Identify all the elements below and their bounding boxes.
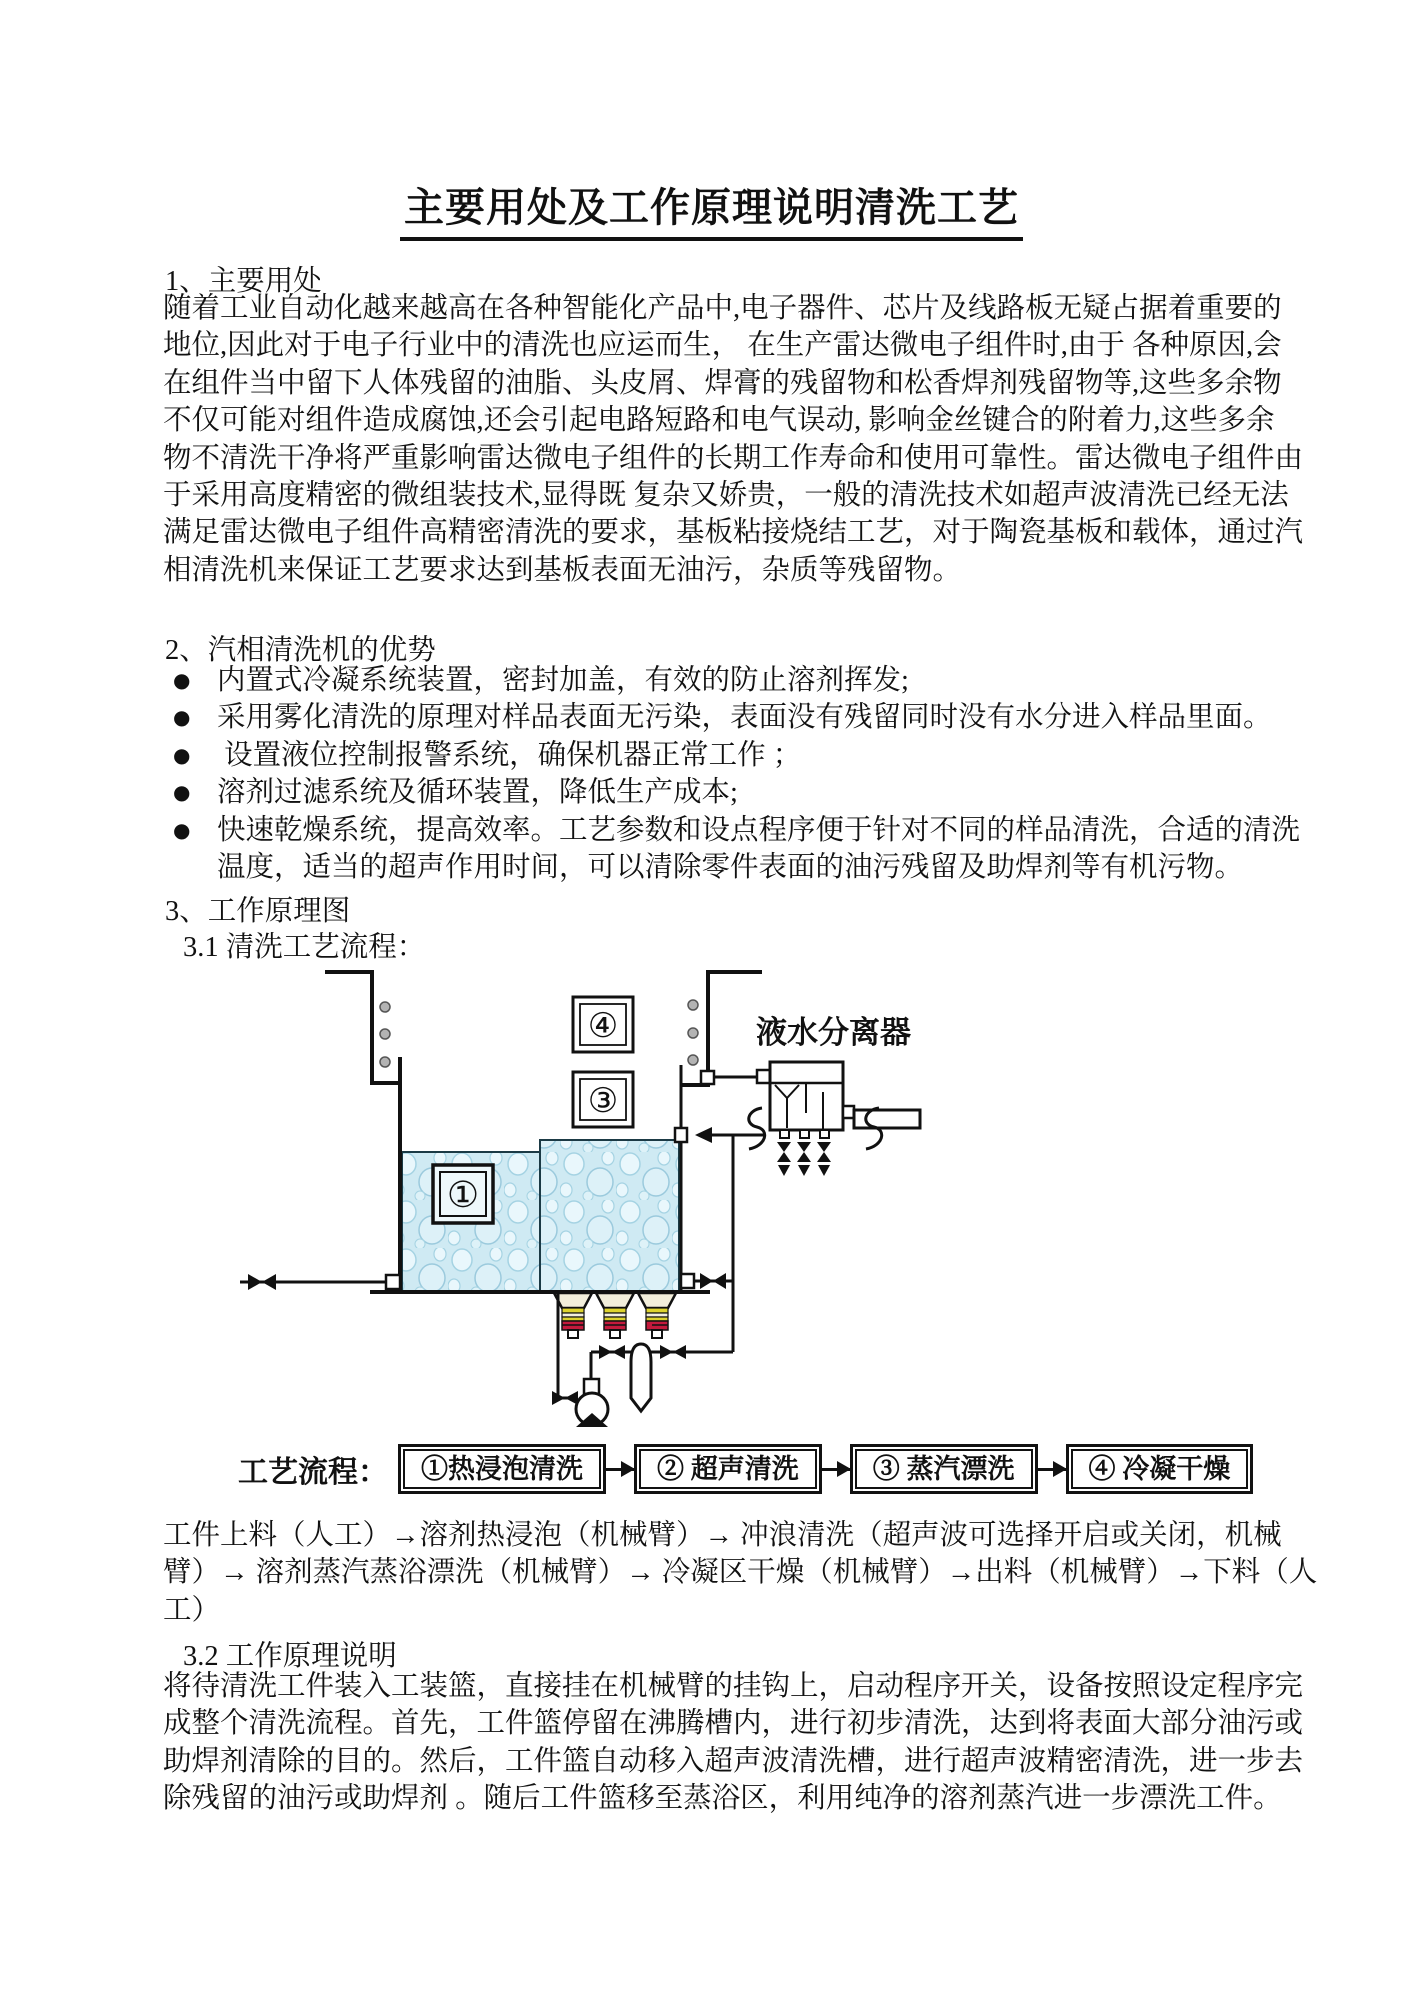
valve-icon [612,1345,625,1359]
flow-step-box [634,1444,822,1494]
paragraph-line: 地位,因此对于电子行业中的清洗也应运而生， 在生产雷达微电子组件时,由于 各种原因,会 [163,330,1282,362]
section3-1-heading: 3.1 清洗工艺流程： [183,932,426,963]
tank-water-right-section [540,1140,679,1292]
list-item [165,662,1300,699]
flow-step-label: ② 超声清洗 [639,1449,817,1489]
pipe-break-symbol [749,1108,765,1149]
working-principle-paragraph [163,1668,1303,1818]
flow-row-label: 工艺流程： [238,1456,388,1489]
stage3-box [573,1072,633,1127]
flow-step-label: ④ 冷凝干燥 [1071,1449,1249,1489]
list-item [165,812,1300,849]
left-bracket-holes [380,1002,390,1067]
paragraph-line: 相清洗机来保证工艺要求达到基板表面无油污，杂质等残留物。 [163,554,962,586]
list-item [165,737,1300,774]
transducer [596,1293,634,1338]
bullet-icon: ● [173,780,191,805]
flow-step-label: ③ 蒸汽漂洗 [855,1449,1033,1489]
stage1-label: ① [446,1175,480,1215]
flow-step-box [850,1444,1038,1494]
bullet-icon: ● [173,742,191,767]
paragraph-line: 物不清洗干净将严重影响雷达微电子组件的长期工作寿命和使用可靠性。雷达微电子组件由 [163,442,1304,474]
paragraph-line: 满足雷达微电子组件高精密清洗的要求，基板粘接烧结工艺，对于陶瓷基板和载体，通过汽 [163,517,1304,549]
stage3-label: ③ [587,1083,619,1120]
paragraph-line: 在组件当中留下人体残留的油脂、头皮屑、焊膏的残留物和松香焊剂残留物等,这些多余物 [163,367,1282,399]
page-title: 主要用处及工作原理说明清洗工艺 [400,176,1023,241]
left-supply-line [240,1274,400,1290]
advantage-bullet-list [165,662,1300,886]
valve-icon [599,1345,612,1359]
paragraph-line: 臂）→ 溶剂蒸汽蒸浴漂洗（机械臂）→ 冷凝区干燥（机械臂）→出料（机械臂）→下料（人 [163,1557,1318,1589]
ultrasonic-transducers [554,1293,676,1338]
bullet-text: 采用雾化清洗的原理对样品表面无污染，表面没有残留同时没有水分进入样品里面。 [217,702,1272,734]
separator-outlet-pipe [854,1110,920,1128]
stage1-box [433,1165,493,1223]
arrow-right-icon [822,1468,850,1471]
bullet-icon: ● [173,817,191,842]
paragraph-line: 不仅可能对组件造成腐蚀,还会引起电路短路和电气误动, 影响金丝键合的附着力,这些多余 [163,405,1275,437]
arrow-right-icon [1038,1468,1066,1471]
filter [631,1344,651,1411]
section1-paragraph [163,290,1303,589]
separator-label: 液水分离器 [756,1015,911,1050]
section1-heading: 1、主要用处 [165,266,322,297]
stage4-label: ④ [587,1008,619,1045]
bullet-text: 内置式冷凝系统装置，密封加盖，有效的防止溶剂挥发; [217,665,909,696]
arrow-left-icon [695,1127,712,1143]
section2-heading: 2、汽相清洗机的优势 [165,635,436,666]
stage4-box [573,997,633,1052]
paragraph-line: 将待清洗工件装入工装篮，直接挂在机械臂的挂钩上，启动程序开关，设备按照设定程序完 [163,1671,1304,1702]
title-wrap [0,176,1423,241]
bullet-icon: ● [173,705,191,730]
paragraph-line: 随着工业自动化越来越高在各种智能化产品中,电子器件、芯片及线路板无疑占据着重要的 [163,293,1282,324]
bullet-text-continued: 温度，适当的超声作用时间，可以清除零件表面的油污残留及助焊剂等有机污物。 [217,851,1244,883]
process-flow-row [238,1444,1253,1494]
section3-2-heading: 3.2 工作原理说明 [183,1641,397,1672]
process-diagram [150,950,1110,1450]
flow-step-box [1066,1444,1254,1494]
manual-flow-description [163,1517,1317,1629]
paragraph-line: 助焊剂清除的目的。然后，工件篮自动移入超声波清洗槽，进行超声波精密清洗，进一步去 [163,1745,1304,1777]
bullet-icon: ● [173,668,191,692]
bracket-pipe-connector [701,1071,714,1084]
paragraph-line: 工） [163,1594,221,1626]
valve-icon [660,1345,673,1359]
paragraph-line: 除残留的油污或助焊剂 。随后工件篮移至蒸浴区，利用纯净的溶剂蒸汽进一步漂洗工件。 [163,1783,1282,1815]
center-bracket-holes [688,1000,698,1065]
tank-inlet-connector [675,1128,687,1142]
flow-step-label: ①热浸泡清洗 [403,1449,601,1489]
section3-heading: 3、工作原理图 [165,896,351,927]
arrow-right-icon [606,1468,634,1471]
valve-icon [565,1391,578,1405]
flow-step-box [398,1444,606,1494]
paragraph-line: 成整个清洗流程。首先，工件篮停留在沸腾槽内，进行初步清洗，达到将表面大部分油污或 [163,1708,1304,1740]
transducer [554,1293,592,1338]
bullet-text: 溶剂过滤系统及循环装置，降低生产成本; [217,777,738,809]
list-item [165,774,1300,811]
bullet-text: 设置液位控制报警系统，确保机器正常工作 ； [217,739,802,771]
transducer [638,1293,676,1338]
pump [576,1379,608,1427]
liquid-water-separator [757,1062,920,1176]
bullet-text: 快速乾燥系统，提高效率。工艺参数和设点程序便于针对不同的样品清洗，合适的清洗 [217,814,1301,846]
valve-icon [673,1345,686,1359]
paragraph-line: 于采用高度精密的微组装技术,显得既 复杂又娇贵，一般的清洗技术如超声波清洗已经无法 [163,479,1289,511]
right-drain-line [681,1273,733,1289]
separator-drain-valves [777,1130,831,1176]
list-item [165,699,1300,736]
paragraph-line: 工件上料（人工）→溶剂热浸泡（机械臂）→ 冲浪清洗（超声波可选择开启或关闭，机械 [163,1520,1282,1551]
